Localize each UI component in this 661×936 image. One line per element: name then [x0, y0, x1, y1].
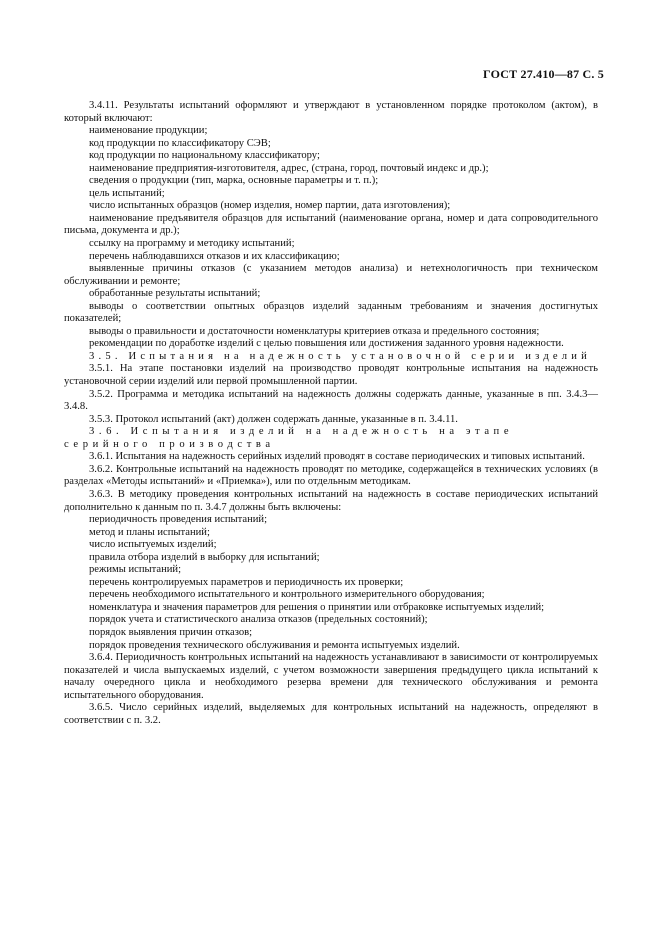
section-heading-3-5: 3.5. Испытания на надежность установочной серии изделий — [89, 350, 592, 362]
list-item: номенклатура и значения параметров для решения о принятии или отбраковке испытуемых изделий; — [89, 601, 545, 613]
paragraph-3-6-5: 3.6.5. Число серийных изделий, выделяемых для контрольных испытаний на надежность, определяют в соответствии с п. 3.2. — [64, 702, 598, 726]
list-item: код продукции по классификатору СЭВ; — [89, 137, 271, 149]
paragraph-3-6-3: 3.6.3. В методику проведения контрольных испытаний на надежность в составе периодических испытаний дополнительно к данным по п. 3.4.7 должны быть включены: — [64, 488, 598, 513]
list-item: наименование предприятия-изготовителя, адрес, (страна, город, почтовый индекс и др.); — [89, 162, 489, 174]
list-item: обработанные результаты испытаний; — [89, 288, 261, 300]
document-body — [64, 100, 598, 727]
section-heading-3-6: 3.6. Испытания изделий на надежность на этапе серийного производства — [64, 426, 514, 450]
list-item: периодичность проведения испытаний; — [89, 514, 268, 526]
list-item: код продукции по национальному классификатору; — [89, 150, 320, 162]
list-item: перечень необходимого испытательного и контрольного измерительного оборудования; — [89, 589, 485, 601]
list-item: цель испытаний; — [89, 187, 165, 199]
list-item: выводы о правильности и достаточности номенклатуры критериев отказа и предельного состояния; — [89, 325, 540, 337]
list-item: перечень наблюдавшихся отказов и их классификацию; — [89, 250, 340, 262]
list-item: выводы о соответствии опытных образцов изделий заданным требованиям и значения достигнутых показателей; — [64, 300, 598, 325]
list-item: режимы испытаний; — [89, 564, 182, 576]
paragraph-3-5-1: 3.5.1. На этапе постановки изделий на производство проводят контрольные испытания на надежность установочной серии изделий или первой промышленной партии. — [64, 363, 598, 388]
paragraph-3-6-1: 3.6.1. Испытания на надежность серийных изделий проводят в составе периодических и типовых испытаний. — [89, 451, 585, 463]
list-item: выявленные причины отказов (с указанием методов анализа) и нетехнологичность при техническом обслуживании и ремонте; — [64, 263, 598, 287]
list-item: перечень контролируемых параметров и периодичность их проверки; — [89, 576, 404, 588]
page-header: ГОСТ 27.410—87 С. 5 — [483, 67, 604, 81]
paragraph-3-6-2: 3.6.2. Контрольные испытаний на надежность проводят по методике, содержащейся в технических условиях (в разделах «Методы испытаний» и «Приемка»), или по отдельным методикам. — [64, 463, 598, 488]
list-item: порядок учета и статистического анализа отказов (предельных состояний); — [89, 614, 428, 626]
list-item: порядок проведения технического обслуживания и ремонта испытуемых изделий. — [89, 639, 460, 651]
paragraph-3-6-4: 3.6.4. Периодичность контрольных испытаний на надежность устанавливают в зависимости от контролируемых показателей и числа выпускаемых изделий, с учетом возможности завершения предыдущего цикла испытаний к началу очередного цикла и необходимого резерва времени для технического обслуживания и ремонта испытательного оборудования. — [64, 652, 598, 701]
list-item: метод и планы испытаний; — [89, 526, 210, 538]
list-item: наименование предъявителя образцов для испытаний (наименование органа, номер и дата сопроводительного письма, документа и др.); — [64, 212, 598, 237]
list-item: правила отбора изделий в выборку для испытаний; — [89, 551, 320, 563]
list-item: порядок выявления причин отказов; — [89, 626, 253, 638]
paragraph-3-4-11: 3.4.11. Результаты испытаний оформляют и утверждают в установленном порядке протоколом (актом), в который включают: — [64, 100, 598, 124]
paragraph-3-5-2: 3.5.2. Программа и методика испытаний на надежность должны содержать данные, указанные в пп. 3.4.3—3.4.8. — [64, 388, 598, 413]
list-item: число испытанных образцов (номер изделия, номер партии, дата изготовления); — [89, 200, 451, 212]
list-item: сведения о продукции (тип, марка, основные параметры и т. п.); — [89, 175, 379, 187]
list-item: ссылку на программу и методику испытаний; — [89, 238, 295, 250]
paragraph-3-5-3: 3.5.3. Протокол испытаний (акт) должен содержать данные, указанные в п. 3.4.11. — [89, 413, 458, 425]
list-item: число испытуемых изделий; — [89, 539, 217, 551]
list-item: рекомендации по доработке изделий с целью повышения или достижения заданного уровня надежности. — [89, 338, 564, 350]
list-item: наименование продукции; — [89, 125, 208, 137]
